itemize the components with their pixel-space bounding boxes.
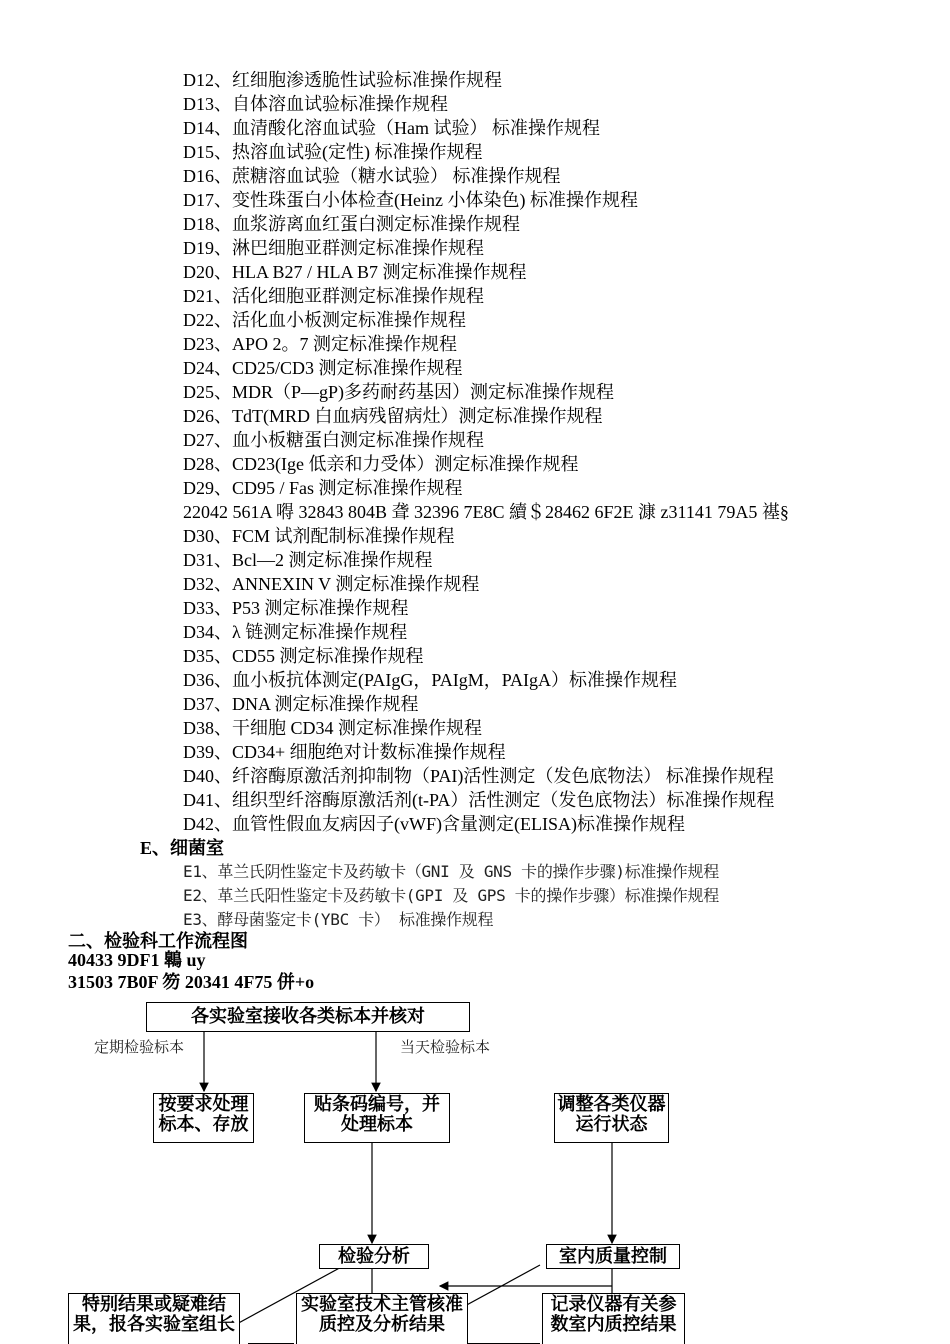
internal-qc-box: 室内质量控制 bbox=[546, 1244, 680, 1269]
section-e-heading: E、细菌室 bbox=[140, 838, 225, 858]
procedure-item: D28、CD23(Ige 低亲和力受体）测定标准操作规程 bbox=[183, 454, 579, 474]
procedure-item: D12、红细胞渗透脆性试验标准操作规程 bbox=[183, 70, 502, 90]
procedure-item: D27、血小板糖蛋白测定标准操作规程 bbox=[183, 430, 484, 450]
procedure-item: D22、活化血小板测定标准操作规程 bbox=[183, 310, 466, 330]
adjust-instruments-box: 调整各类仪器运行状态 bbox=[554, 1093, 669, 1143]
procedure-item: D23、APO 2。7 测定标准操作规程 bbox=[183, 334, 458, 354]
procedure-item: D15、热溶血试验(定性) 标准操作规程 bbox=[183, 142, 483, 162]
procedure-item: E2、革兰氏阳性鉴定卡及药敏卡(GPI 及 GPS 卡的操作步骤）标准操作规程 bbox=[183, 886, 719, 905]
procedure-item: D38、干细胞 CD34 测定标准操作规程 bbox=[183, 718, 483, 738]
garbled-line: 31503 7B0F 笏 20341 4F75 併+o bbox=[68, 972, 315, 992]
procedure-item: D33、P53 测定标准操作规程 bbox=[183, 598, 409, 618]
special-results-box: 特别结果或疑难结果，报各实验室组长 bbox=[68, 1293, 240, 1344]
procedure-item: D19、淋巴细胞亚群测定标准操作规程 bbox=[183, 238, 484, 258]
garbled-line: 22042 561A 嘚 32843 804B 聋 32396 7E8C 續＄28462 6F2E 漮 z31141 79A5 禥§ bbox=[183, 502, 789, 522]
section-2-heading: 二、检验科工作流程图 bbox=[68, 931, 248, 951]
procedure-item: D42、血管性假血友病因子(vWF)含量测定(ELISA)标准操作规程 bbox=[183, 814, 685, 834]
procedure-item: D32、ANNEXIN V 测定标准操作规程 bbox=[183, 574, 480, 594]
procedure-item: D16、蔗糖溶血试验（糖水试验） 标准操作规程 bbox=[183, 166, 561, 186]
procedure-item: D41、组织型纤溶酶原激活剂(t-PA）活性测定（发色底物法）标准操作规程 bbox=[183, 790, 775, 810]
procedure-item: D18、血浆游离血红蛋白测定标准操作规程 bbox=[183, 214, 520, 234]
procedure-item: D13、自体溶血试验标准操作规程 bbox=[183, 94, 448, 114]
periodic-samples-label: 定期检验标本 bbox=[94, 1038, 185, 1056]
supervisor-review-box: 实验室技术主管核准质控及分析结果 bbox=[296, 1293, 468, 1344]
procedure-item: D35、CD55 测定标准操作规程 bbox=[183, 646, 424, 666]
analysis-box: 检验分析 bbox=[319, 1244, 429, 1269]
procedure-item: D20、HLA B27 / HLA B7 测定标准操作规程 bbox=[183, 262, 527, 282]
procedure-item: D14、血清酸化溶血试验（Ham 试验） 标准操作规程 bbox=[183, 118, 600, 138]
procedure-item: D40、纤溶酶原激活剂抑制物（PAI)活性测定（发色底物法） 标准操作规程 bbox=[183, 766, 774, 786]
procedure-item: D36、血小板抗体测定(PAIgG，PAIgM，PAIgA）标准操作规程 bbox=[183, 670, 678, 690]
procedure-item: E1、革兰氏阴性鉴定卡及药敏卡（GNI 及 GNS 卡的操作步骤)标准操作规程 bbox=[183, 862, 719, 881]
procedure-item: D30、FCM 试剂配制标准操作规程 bbox=[183, 526, 455, 546]
procedure-item: D31、Bcl—2 测定标准操作规程 bbox=[183, 550, 433, 570]
procedure-item: D21、活化细胞亚群测定标准操作规程 bbox=[183, 286, 484, 306]
process-store-box: 按要求处理标本、存放 bbox=[153, 1093, 254, 1143]
garbled-line: 40433 9DF1 鷱 uy bbox=[68, 950, 206, 970]
record-parameters-box: 记录仪器有关参数室内质控结果 bbox=[542, 1293, 685, 1344]
procedure-item: D34、λ 链测定标准操作规程 bbox=[183, 622, 408, 642]
procedure-item: D29、CD95 / Fas 测定标准操作规程 bbox=[183, 478, 463, 498]
procedure-item: D24、CD25/CD3 测定标准操作规程 bbox=[183, 358, 463, 378]
procedure-item: D26、TdT(MRD 白血病残留病灶）测定标准操作规程 bbox=[183, 406, 603, 426]
procedure-item: E3、酵母菌鉴定卡(YBC 卡） 标准操作规程 bbox=[183, 910, 494, 929]
barcode-box: 贴条码编号，并处理标本 bbox=[304, 1093, 450, 1143]
procedure-item: D17、变性珠蛋白小体检查(Heinz 小体染色) 标准操作规程 bbox=[183, 190, 638, 210]
procedure-item: D39、CD34+ 细胞绝对计数标准操作规程 bbox=[183, 742, 506, 762]
same-day-samples-label: 当天检验标本 bbox=[400, 1038, 491, 1056]
receive-samples-box: 各实验室接收各类标本并核对 bbox=[146, 1002, 470, 1032]
procedure-item: D25、MDR（P—gP)多药耐药基因）测定标准操作规程 bbox=[183, 382, 615, 402]
procedure-item: D37、DNA 测定标准操作规程 bbox=[183, 694, 419, 714]
